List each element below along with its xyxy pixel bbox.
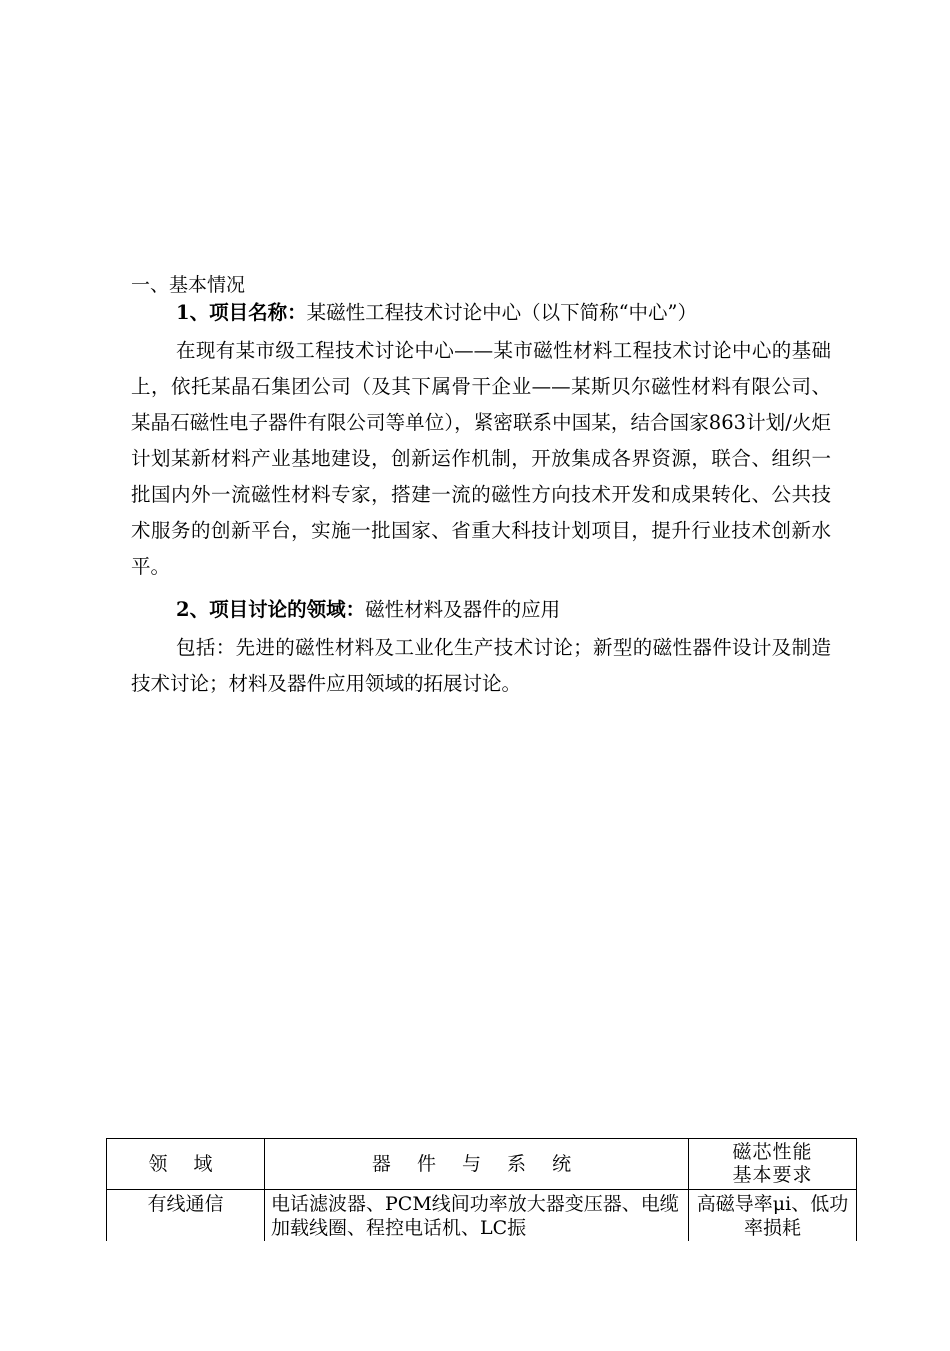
- page-break-mask: [100, 1241, 870, 1351]
- item1-paragraph: [131, 295, 831, 331]
- item2-paragraph: [131, 592, 831, 628]
- cell-devices: 电话滤波器、PCM线间功率放大器变压器、电缆加载线圈、程控电话机、LC振: [265, 1190, 689, 1245]
- header-core-requirements: [689, 1139, 857, 1190]
- item1-text: 某磁性工程技术讨论中心（以下简称“中心”）: [306, 301, 698, 324]
- item1-label: 1、项目名称：: [176, 301, 307, 324]
- table-header-row: [107, 1139, 857, 1190]
- item2-text: 磁性材料及器件的应用: [365, 598, 561, 621]
- header-field: 领 域: [107, 1139, 265, 1190]
- cell-core-requirements: 高磁导率μi、低功率损耗: [689, 1190, 857, 1245]
- application-fields-table: [106, 1138, 857, 1245]
- section-heading: 一、基本情况: [131, 274, 246, 296]
- header-devices: 器 件 与 系 统: [265, 1139, 689, 1190]
- header-core-req-line1: 磁芯性能: [732, 1141, 813, 1163]
- header-core-req-line2: 基本要求: [732, 1164, 813, 1186]
- table-row: [107, 1190, 857, 1245]
- paragraph-1: 在现有某市级工程技术讨论中心——某市磁性材料工程技术讨论中心的基础上，依托某晶石集团公司（及其下属骨干企业——某斯贝尔磁性材料有限公司、某晶石磁性电子器件有限公司等单位），紧密联系中国某，结合国家863计划/火炬计划某新材料产业基地建设，创新运作机制，开放集成各界资源，联合、组织一批国内外一流磁性材料专家，搭建一流的磁性方向技术开发和成果转化、公共技术服务的创新平台，实施一批国家、省重大科技计划项目，提升行业技术创新水平。: [131, 339, 831, 578]
- paragraph-2: 包括：先进的磁性材料及工业化生产技术讨论；新型的磁性器件设计及制造技术讨论；材料及器件应用领域的拓展讨论。: [131, 636, 831, 695]
- cell-field: 有线通信: [107, 1190, 265, 1245]
- item2-label: 2、项目讨论的领域：: [176, 598, 366, 621]
